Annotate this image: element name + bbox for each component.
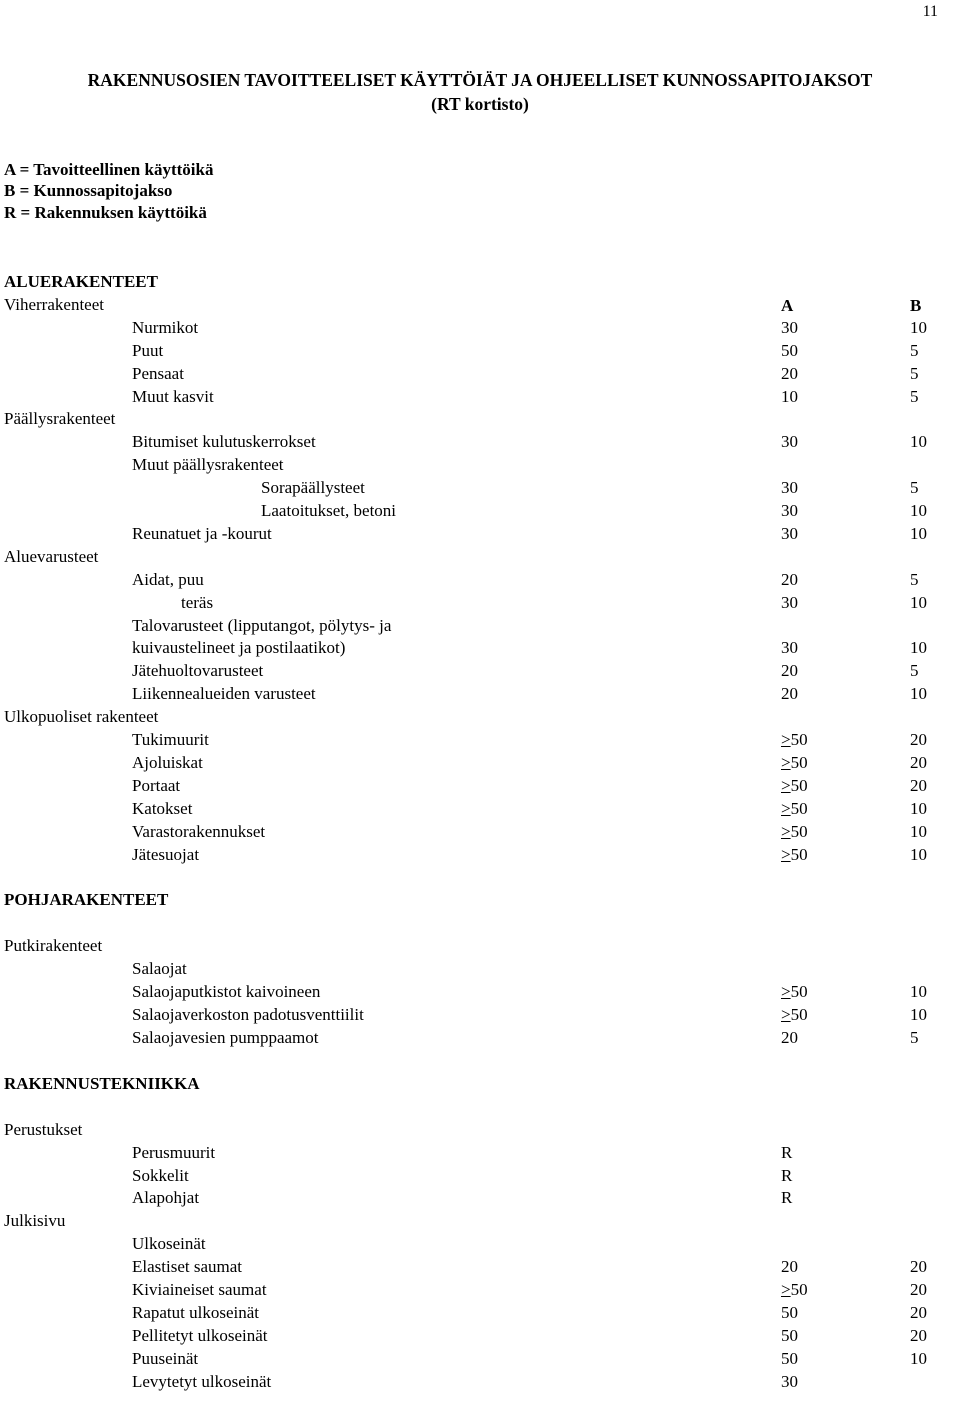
value-a-number: 50 bbox=[790, 775, 808, 795]
legend-r: R = Rakennuksen käyttöikä bbox=[4, 203, 207, 222]
item-label: Liikennealueiden varusteet bbox=[132, 684, 316, 704]
value-a-number: 50 bbox=[790, 844, 808, 864]
column-header-a: A bbox=[781, 296, 794, 315]
value-a bbox=[781, 776, 808, 796]
item-label: Jätehuoltovarusteet bbox=[132, 661, 264, 681]
value-a bbox=[781, 1280, 808, 1300]
value-a bbox=[781, 364, 798, 384]
value-a-number: 20 bbox=[781, 1257, 798, 1277]
item-label: Nurmikot bbox=[132, 317, 199, 337]
value-a bbox=[781, 1372, 798, 1392]
item-label: Salaojaputkistot kaivoineen bbox=[132, 982, 321, 1002]
item-label: kuivaustelineet ja postilaatikot) bbox=[132, 638, 346, 658]
value-a bbox=[781, 432, 798, 452]
value-a bbox=[781, 1303, 798, 1323]
value-a bbox=[781, 799, 808, 819]
value-b: 20 bbox=[910, 752, 927, 772]
value-a-number: 30 bbox=[781, 432, 798, 452]
item-label: Portaat bbox=[132, 775, 181, 795]
item-label: Ulkoseinät bbox=[132, 1234, 206, 1254]
group-label: Perustukset bbox=[4, 1119, 83, 1139]
value-a-number: 20 bbox=[781, 569, 798, 589]
value-a bbox=[781, 1166, 792, 1186]
greater-than-or-equal-icon: > bbox=[781, 1005, 791, 1024]
value-b: 10 bbox=[910, 1005, 927, 1024]
group-label: Päällysrakenteet bbox=[4, 409, 116, 429]
item-label: Kiviaineiset saumat bbox=[132, 1280, 267, 1299]
item-label: Puuseinät bbox=[132, 1348, 199, 1368]
value-a bbox=[781, 1326, 798, 1346]
item-label: Sorapäällysteet bbox=[261, 478, 365, 498]
value-a-number: 50 bbox=[790, 1280, 808, 1299]
item-label: Muut päällysrakenteet bbox=[132, 455, 284, 475]
value-a bbox=[781, 822, 808, 842]
value-a-number: 30 bbox=[781, 317, 798, 337]
greater-than-or-equal-icon: > bbox=[781, 798, 791, 818]
item-label: Salaojaverkoston padotusventtiilit bbox=[132, 1005, 364, 1024]
document-title: RAKENNUSOSIEN TAVOITTEELISET KÄYTTÖIÄT JA OHJEELLISET KUNNOSSAPITOJAKSOT bbox=[87, 70, 873, 90]
value-b: 10 bbox=[910, 501, 927, 520]
value-a bbox=[781, 1143, 792, 1163]
value-a bbox=[781, 1005, 808, 1025]
value-a bbox=[781, 1028, 798, 1048]
value-b: 10 bbox=[910, 844, 927, 864]
value-a bbox=[781, 1349, 798, 1369]
value-b: 20 bbox=[910, 775, 927, 795]
value-b: 10 bbox=[910, 638, 927, 658]
value-b: 20 bbox=[910, 1302, 927, 1322]
value-a-number: R bbox=[781, 1142, 793, 1162]
value-a-number: 50 bbox=[790, 730, 808, 749]
value-b: 10 bbox=[910, 432, 927, 452]
value-a bbox=[781, 982, 808, 1002]
value-a bbox=[781, 638, 798, 658]
item-label: Puut bbox=[132, 340, 164, 360]
greater-than-or-equal-icon: > bbox=[781, 821, 791, 841]
item-label: Pellitetyt ulkoseinät bbox=[132, 1325, 268, 1345]
value-a bbox=[781, 1188, 792, 1208]
value-b: 5 bbox=[910, 1027, 919, 1047]
item-label: Reunatuet ja -kourut bbox=[132, 523, 272, 543]
greater-than-or-equal-icon: > bbox=[781, 730, 791, 749]
value-a-number: 20 bbox=[781, 661, 798, 681]
value-b: 10 bbox=[910, 684, 927, 704]
item-label: Pensaat bbox=[132, 363, 184, 383]
value-b: 5 bbox=[910, 661, 919, 681]
group-label: Aluevarusteet bbox=[4, 546, 99, 566]
item-label: Varastorakennukset bbox=[132, 821, 266, 841]
item-label: Aidat, puu bbox=[132, 569, 204, 589]
value-a-number: 50 bbox=[781, 1348, 798, 1368]
value-a bbox=[781, 341, 798, 361]
value-b: 20 bbox=[910, 1325, 927, 1345]
item-label: Salaojat bbox=[132, 959, 187, 979]
item-label: Jätesuojat bbox=[132, 844, 200, 864]
value-a-number: 50 bbox=[790, 1005, 808, 1024]
value-b: 5 bbox=[910, 386, 919, 406]
value-b: 10 bbox=[910, 982, 927, 1002]
item-label: Tukimuurit bbox=[132, 730, 209, 749]
item-label: Bitumiset kulutuskerrokset bbox=[132, 432, 316, 452]
value-b: 10 bbox=[910, 592, 927, 612]
value-a-number: 50 bbox=[781, 340, 798, 360]
value-b: 20 bbox=[910, 1280, 927, 1299]
item-label: Rapatut ulkoseinät bbox=[132, 1302, 260, 1322]
value-b: 10 bbox=[910, 317, 927, 337]
item-label: Perusmuurit bbox=[132, 1142, 216, 1162]
value-a bbox=[781, 730, 808, 750]
greater-than-or-equal-icon: > bbox=[781, 775, 791, 795]
item-label: teräs bbox=[181, 592, 214, 612]
value-b: 5 bbox=[910, 569, 919, 589]
value-a-number: 30 bbox=[781, 523, 798, 543]
item-label: Elastiset saumat bbox=[132, 1257, 243, 1277]
value-a-number: R bbox=[781, 1165, 793, 1185]
legend-a: A = Tavoitteellinen käyttöikä bbox=[4, 160, 214, 179]
group-label: Viherrakenteet bbox=[4, 294, 104, 314]
value-b: 5 bbox=[910, 478, 919, 498]
value-b: 20 bbox=[910, 1257, 927, 1277]
greater-than-or-equal-icon: > bbox=[781, 752, 791, 772]
greater-than-or-equal-icon: > bbox=[781, 844, 791, 864]
value-a-number: 50 bbox=[781, 1302, 798, 1322]
item-label: Salaojavesien pumppaamot bbox=[132, 1027, 319, 1047]
value-a bbox=[781, 753, 808, 773]
value-b: 20 bbox=[910, 730, 927, 749]
item-label: Levytetyt ulkoseinät bbox=[132, 1371, 272, 1391]
item-label: Katokset bbox=[132, 798, 193, 818]
value-b: 10 bbox=[910, 1348, 927, 1368]
value-a-number: 20 bbox=[781, 684, 798, 704]
item-label: Muut kasvit bbox=[132, 386, 214, 406]
group-label: Putkirakenteet bbox=[4, 936, 103, 956]
value-a-number: 20 bbox=[781, 1027, 798, 1047]
value-a-number: 30 bbox=[781, 638, 798, 658]
value-a bbox=[781, 387, 798, 407]
value-a-number: 30 bbox=[781, 478, 798, 498]
value-b: 5 bbox=[910, 340, 919, 360]
document-subtitle: (RT kortisto) bbox=[431, 94, 529, 114]
group-label: Julkisivu bbox=[4, 1211, 66, 1231]
section-heading: POHJARAKENTEET bbox=[4, 890, 169, 910]
value-a bbox=[781, 318, 798, 338]
value-a-number: 20 bbox=[781, 363, 798, 383]
value-b: 10 bbox=[910, 798, 927, 818]
value-a bbox=[781, 524, 798, 544]
value-a-number: 50 bbox=[790, 752, 808, 772]
value-a-number: 30 bbox=[781, 1371, 798, 1391]
value-a-number: 50 bbox=[790, 798, 808, 818]
value-a-number: 50 bbox=[790, 821, 808, 841]
value-a bbox=[781, 1257, 798, 1277]
value-a-number: 30 bbox=[781, 501, 798, 520]
column-header-b: B bbox=[910, 296, 922, 315]
value-a bbox=[781, 570, 798, 590]
item-label: Ajoluiskat bbox=[132, 752, 203, 772]
group-label: Ulkopuoliset rakenteet bbox=[4, 707, 159, 727]
item-label: Talovarusteet (lipputangot, pölytys- ja bbox=[132, 615, 392, 635]
item-label: Sokkelit bbox=[132, 1165, 189, 1185]
value-a-number: 50 bbox=[790, 982, 808, 1002]
item-label: Alapohjat bbox=[132, 1188, 200, 1208]
value-a-number: 30 bbox=[781, 592, 798, 612]
value-a bbox=[781, 661, 798, 681]
value-a bbox=[781, 684, 798, 704]
value-b: 10 bbox=[910, 821, 927, 841]
legend-b: B = Kunnossapitojakso bbox=[4, 181, 173, 200]
value-b: 10 bbox=[910, 523, 927, 543]
value-a-number: 50 bbox=[781, 1325, 798, 1345]
section-heading: RAKENNUSTEKNIIKKA bbox=[4, 1073, 200, 1093]
value-a bbox=[781, 478, 798, 498]
greater-than-or-equal-icon: > bbox=[781, 982, 791, 1002]
greater-than-or-equal-icon: > bbox=[781, 1280, 791, 1299]
value-a bbox=[781, 501, 798, 521]
value-b: 5 bbox=[910, 363, 919, 383]
value-a bbox=[781, 845, 808, 865]
item-label: Laatoitukset, betoni bbox=[261, 501, 397, 520]
value-a-number: R bbox=[781, 1188, 793, 1208]
value-a bbox=[781, 593, 798, 613]
page-number: 11 bbox=[922, 3, 938, 20]
value-a-number: 10 bbox=[781, 386, 798, 406]
section-heading: ALUERAKENTEET bbox=[4, 272, 158, 291]
